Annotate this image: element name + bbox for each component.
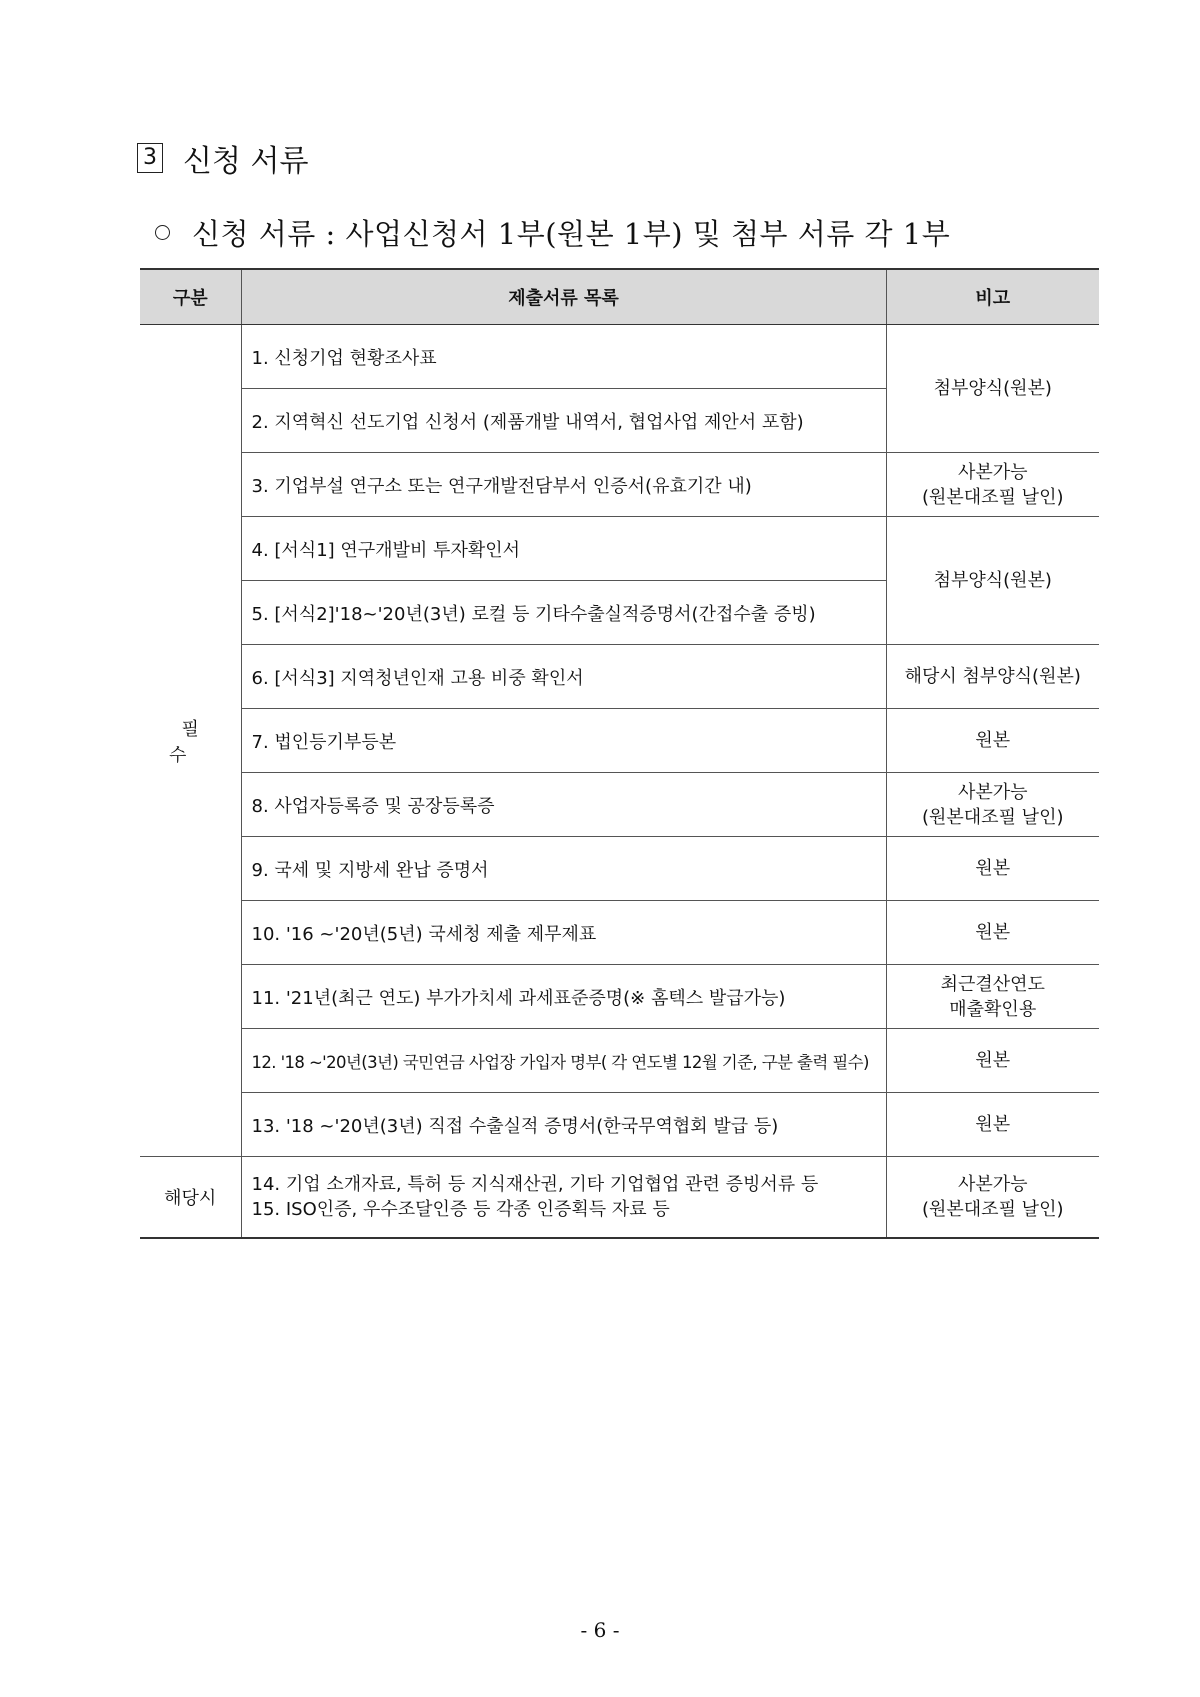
- note-cell: 최근결산연도 매출확인용: [886, 965, 1099, 1029]
- document-item: 8. 사업자등록증 및 공장등록증: [241, 773, 886, 837]
- note-cell: 사본가능 (원본대조필 날인): [886, 453, 1099, 517]
- document-item: 10. '16 ~'20년(5년) 국세청 제출 제무제표: [241, 901, 886, 965]
- table-row: [140, 645, 1099, 709]
- document-item: 14. 기업 소개자료, 특허 등 지식재산권, 기타 기업협업 관련 증빙서류 등 15. ISO인증, 우수조달인증 등 각종 인증획득 자료 등: [241, 1157, 886, 1239]
- note-cell: 원본: [886, 901, 1099, 965]
- documents-table: [140, 268, 1099, 1239]
- document-item: 9. 국세 및 지방세 완납 증명서: [241, 837, 886, 901]
- table-row: [140, 901, 1099, 965]
- circle-bullet-icon: [155, 225, 170, 240]
- table-row: [140, 709, 1099, 773]
- note-cell: 원본: [886, 1029, 1099, 1093]
- table-row: [140, 1093, 1099, 1157]
- document-item: 6. [서식3] 지역청년인재 고용 비중 확인서: [241, 645, 886, 709]
- document-item: 11. '21년(최근 연도) 부가가치세 과세표준증명(※ 홈텍스 발급가능): [241, 965, 886, 1029]
- subtitle-text: 신청 서류 : 사업신청서 1부(원본 1부) 및 첨부 서류 각 1부: [192, 217, 951, 251]
- document-item: 2. 지역혁신 선도기업 신청서 (제품개발 내역서, 협업사업 제안서 포함): [241, 389, 886, 453]
- note-cell: 첨부양식(원본): [886, 325, 1099, 453]
- section-title-text: 신청 서류: [183, 144, 309, 179]
- category-if-applicable: 해당시: [140, 1157, 241, 1239]
- table-row: [140, 517, 1099, 581]
- table-row: [140, 1029, 1099, 1093]
- document-item: 7. 법인등기부등본: [241, 709, 886, 773]
- header-documents: 제출서류 목록: [241, 269, 886, 325]
- note-cell: 원본: [886, 709, 1099, 773]
- table-row: [140, 837, 1099, 901]
- note-cell: 원본: [886, 1093, 1099, 1157]
- note-cell: 사본가능 (원본대조필 날인): [886, 1157, 1099, 1239]
- document-item: 5. [서식2]'18~'20년(3년) 로컬 등 기타수출실적증명서(간접수출 증빙): [241, 581, 886, 645]
- page-number: - 6 -: [580, 1618, 620, 1642]
- table-header-row: [140, 269, 1099, 325]
- note-cell: 해당시 첨부양식(원본): [886, 645, 1099, 709]
- header-category: 구분: [140, 269, 241, 325]
- note-cell: 원본: [886, 837, 1099, 901]
- subtitle: [155, 212, 950, 253]
- document-item: 3. 기업부설 연구소 또는 연구개발전담부서 인증서(유효기간 내): [241, 453, 886, 517]
- header-notes: 비고: [886, 269, 1099, 325]
- table-row: [140, 773, 1099, 837]
- section-title: [137, 136, 308, 180]
- section-number-box: 3: [137, 143, 163, 173]
- note-cell: 첨부양식(원본): [886, 517, 1099, 645]
- document-item: 13. '18 ~'20년(3년) 직접 수출실적 증명서(한국무역협회 발급 등): [241, 1093, 886, 1157]
- table-row: [140, 453, 1099, 517]
- table-row: [140, 325, 1099, 389]
- note-cell: 사본가능 (원본대조필 날인): [886, 773, 1099, 837]
- category-required: 필 수: [140, 325, 241, 1157]
- document-item: 1. 신청기업 현황조사표: [241, 325, 886, 389]
- document-item: 12. '18 ~'20년(3년) 국민연금 사업장 가입자 명부( 각 연도별 12월 기준, 구분 출력 필수): [241, 1029, 886, 1093]
- table-row: [140, 1157, 1099, 1239]
- document-item: 4. [서식1] 연구개발비 투자확인서: [241, 517, 886, 581]
- table-row: [140, 965, 1099, 1029]
